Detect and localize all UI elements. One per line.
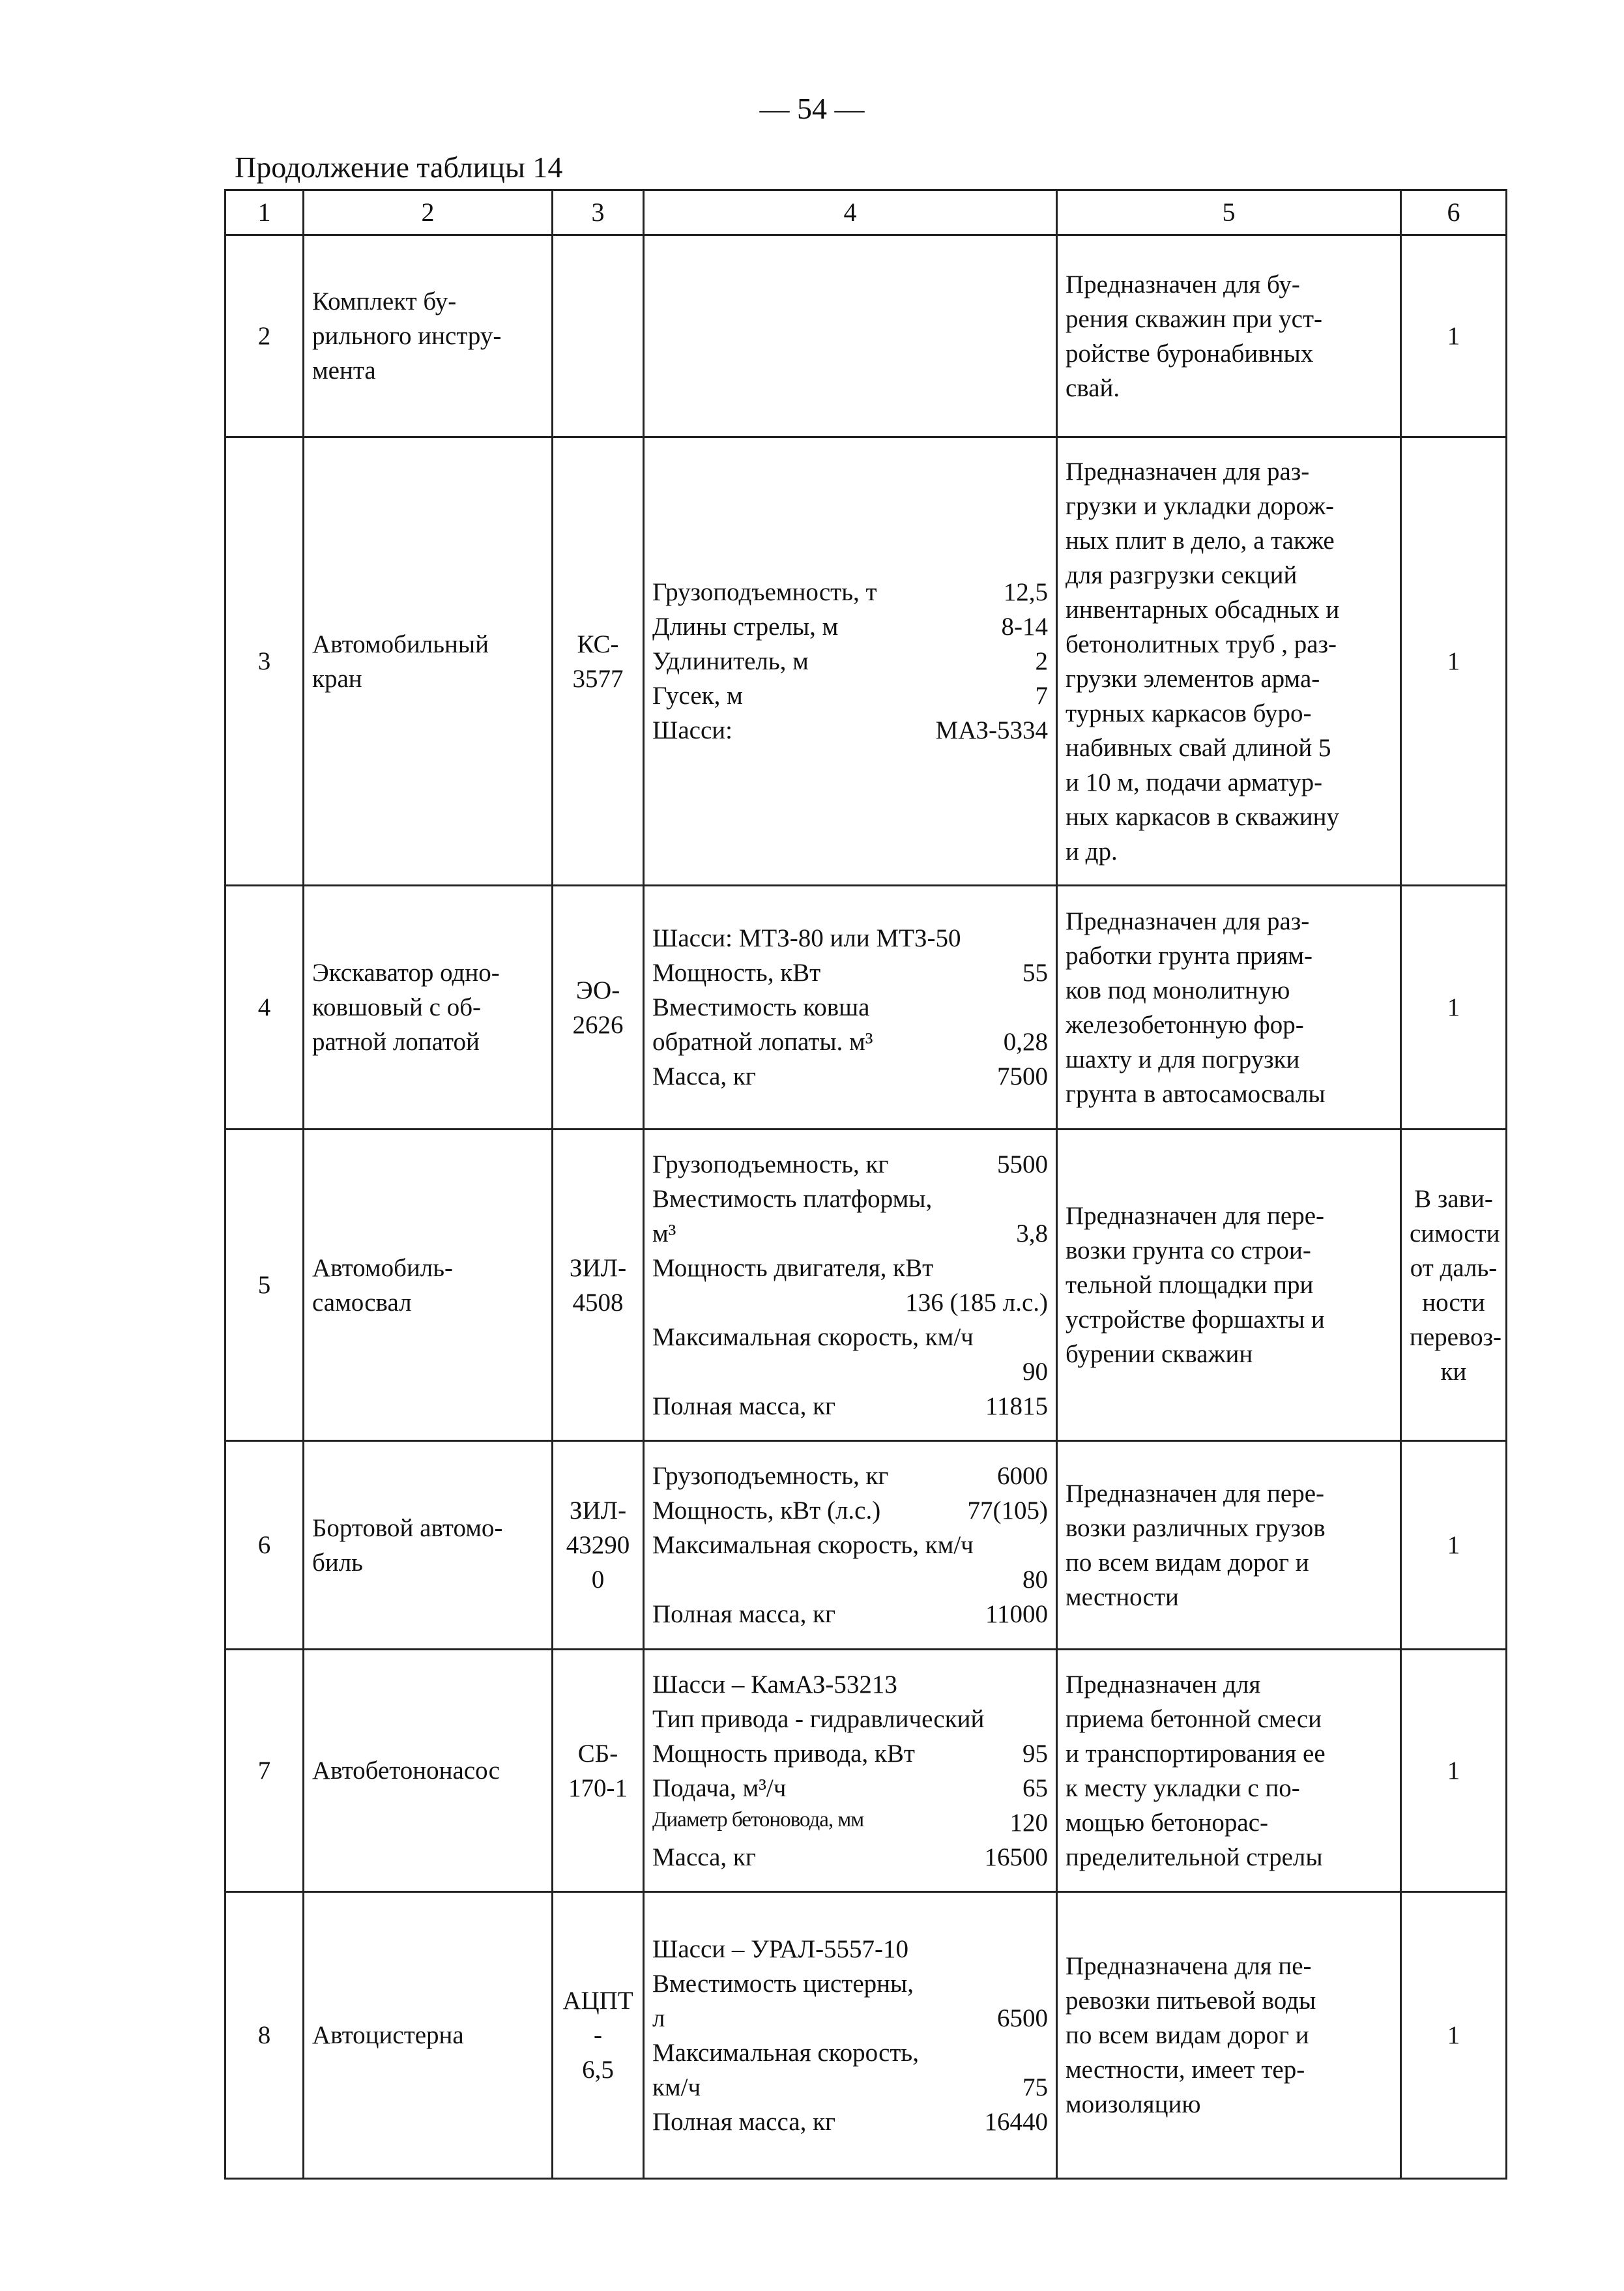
spec-line [652, 1059, 1048, 1094]
name-line: кран [312, 664, 362, 693]
row-number-cell: 3 [225, 437, 304, 886]
model-line: 2626 [572, 1010, 624, 1039]
spec-label: обратной лопаты. м³ [652, 1028, 873, 1057]
spec-line [652, 1389, 1048, 1423]
purpose-line: ных каркасов в скважину [1066, 803, 1339, 832]
purpose-line: рения скважин при уст- [1066, 304, 1322, 333]
spec-value: 11815 [985, 1392, 1048, 1420]
spec-line [652, 2001, 1048, 2036]
name-line: Автомобильный [312, 630, 489, 658]
purpose-line: мощью бетонорас- [1066, 1808, 1269, 1837]
purpose-line: Предназначена для пе- [1066, 1952, 1312, 1981]
spec-value: 5500 [997, 1150, 1048, 1178]
quantity-cell [1401, 437, 1507, 886]
purpose-line: Предназначен для пере- [1066, 1202, 1325, 1231]
quantity-cell [1401, 1130, 1507, 1441]
table-header-row [225, 190, 1507, 235]
spec-label: Полная масса, кг [652, 1392, 836, 1420]
name-line: Автоцистерна [312, 2021, 464, 2050]
equipment-name-cell [304, 437, 553, 886]
equipment-name-cell [304, 1892, 553, 2179]
spec-line [652, 1216, 1048, 1251]
purpose-line: Предназначен для раз- [1066, 457, 1310, 486]
specifications-cell [644, 1130, 1057, 1441]
model-line: 3577 [572, 664, 624, 693]
table-row [225, 437, 1507, 886]
name-line: ратной лопатой [312, 1028, 480, 1057]
purpose-line: инвентарных обсадных и [1066, 595, 1340, 624]
equipment-name-cell [304, 886, 553, 1130]
model-cell [553, 235, 644, 437]
spec-value: 6000 [997, 1462, 1048, 1491]
spec-label: Грузоподъемность, т [652, 578, 877, 607]
purpose-line: ных плит в дело, а также [1066, 526, 1335, 555]
purpose-line: Предназначен для пере- [1066, 1479, 1325, 1508]
purpose-line: ков под монолитную [1066, 976, 1290, 1004]
quantity-line: 1 [1447, 1757, 1460, 1785]
quantity-cell [1401, 1892, 1507, 2179]
spec-value: 12,5 [1003, 578, 1048, 607]
quantity-line: ки [1440, 1357, 1467, 1386]
spec-label: Шасси – УРАЛ-5557-10 [652, 1934, 909, 1963]
table-row [225, 1130, 1507, 1441]
spec-value: 16440 [984, 2107, 1048, 2136]
spec-line [652, 2105, 1048, 2139]
quantity-cell [1401, 235, 1507, 437]
name-line: Автобетононасос [312, 1757, 500, 1785]
purpose-line: Предназначен для [1066, 1670, 1261, 1699]
model-cell [553, 1441, 644, 1650]
specifications-cell [644, 886, 1057, 1130]
spec-label: Вместимость ковша [652, 993, 870, 1022]
spec-value: 8-14 [1001, 613, 1048, 641]
spec-value: МАЗ-5334 [935, 716, 1048, 745]
model-cell [553, 1130, 644, 1441]
row-number-cell: 2 [225, 235, 304, 437]
table-row [225, 1650, 1507, 1892]
spec-line [652, 1771, 1048, 1805]
spec-label: Удлинитель, м [652, 647, 809, 676]
spec-line [652, 956, 1048, 990]
header-cell: 4 [644, 190, 1057, 235]
purpose-line: тельной площадки при [1066, 1271, 1314, 1300]
purpose-line: работки грунта приям- [1066, 941, 1313, 970]
purpose-line: свай. [1066, 373, 1120, 402]
spec-label: Полная масса, кг [652, 2107, 836, 2136]
spec-label: Масса, кг [652, 1843, 756, 1871]
purpose-line: Предназначен для бу- [1066, 270, 1300, 299]
purpose-cell [1057, 1441, 1401, 1650]
quantity-line: от даль- [1410, 1253, 1498, 1282]
spec-label: Полная масса, кг [652, 1600, 836, 1629]
quantity-line: симости [1410, 1219, 1500, 1248]
equipment-name-cell [304, 1441, 553, 1650]
quantity-line: 1 [1447, 1531, 1460, 1560]
spec-label: Вместимость платформы, [652, 1184, 933, 1213]
purpose-line: турных каркасов буро- [1066, 699, 1312, 727]
spec-line [652, 679, 1048, 713]
model-line: 4508 [572, 1288, 624, 1317]
spec-line [652, 644, 1048, 679]
model-cell [553, 886, 644, 1130]
quantity-line: 1 [1447, 993, 1460, 1022]
equipment-name-cell [304, 235, 553, 437]
spec-value: 11000 [985, 1600, 1048, 1629]
model-line: ЗИЛ- [569, 1496, 627, 1525]
model-line: ЭО- [575, 976, 620, 1004]
spec-label: Шасси – КамАЗ-53213 [652, 1670, 897, 1699]
spec-line [652, 1840, 1048, 1875]
name-line: Комплект бу- [312, 287, 457, 316]
model-line: КС- [577, 630, 619, 658]
spec-value: 7500 [997, 1062, 1048, 1091]
page-number: — 54 — [759, 92, 865, 125]
quantity-line: ности [1422, 1288, 1485, 1317]
spec-value: 2 [1035, 647, 1048, 676]
purpose-line: бурении скважин [1066, 1340, 1253, 1369]
spec-value: 55 [1022, 959, 1048, 987]
purpose-line: бетонолитных труб , раз- [1066, 630, 1337, 658]
spec-label: Подача, м³/ч [652, 1773, 787, 1802]
row-number-cell: 4 [225, 886, 304, 1130]
spec-label: Максимальная скорость, км/ч [652, 1531, 974, 1560]
purpose-line: местности [1066, 1583, 1179, 1611]
model-line: 170-1 [568, 1773, 628, 1802]
spec-value: 75 [1022, 2073, 1048, 2101]
quantity-line: 1 [1447, 2021, 1460, 2050]
specifications-cell [644, 1892, 1057, 2179]
purpose-line: Предназначен для раз- [1066, 907, 1310, 935]
equipment-name-cell [304, 1650, 553, 1892]
spec-label: л [652, 2004, 665, 2032]
purpose-line: приема бетонной смеси [1066, 1704, 1322, 1733]
name-line: ковшовый с об- [312, 993, 482, 1022]
spec-line [652, 713, 1048, 748]
purpose-line: к месту укладки с по- [1066, 1773, 1300, 1802]
spec-label: Тип привода - гидравлический [652, 1704, 985, 1733]
quantity-line: В зави- [1414, 1184, 1493, 1213]
header-cell: 6 [1401, 190, 1507, 235]
spec-line [652, 2070, 1048, 2105]
name-line: Экскаватор одно- [312, 959, 500, 987]
purpose-line: шахту и для погрузки [1066, 1045, 1300, 1073]
spec-value: 7 [1035, 682, 1048, 710]
table-caption: Продолжение таблицы 14 [235, 151, 563, 184]
specifications-cell [644, 235, 1057, 437]
quantity-line: 1 [1447, 322, 1460, 351]
model-line: 6,5 [582, 2056, 614, 2084]
purpose-line: возки различных грузов [1066, 1513, 1326, 1542]
purpose-line: ройстве буронабивных [1066, 339, 1314, 368]
spec-line [652, 609, 1048, 644]
purpose-cell [1057, 437, 1401, 886]
purpose-cell [1057, 1650, 1401, 1892]
table-row [225, 1441, 1507, 1650]
spec-label: Грузоподъемность, кг [652, 1150, 889, 1178]
purpose-line: и транспортирования ее [1066, 1739, 1326, 1768]
spec-label: Шасси: МТЗ-80 или МТЗ-50 [652, 924, 961, 953]
spec-value: 0,28 [1003, 1028, 1048, 1057]
name-line: мента [312, 357, 376, 385]
model-cell [553, 1892, 644, 2179]
spec-label: Диаметр бетоновода, мм [652, 1807, 864, 1831]
table-row [225, 235, 1507, 437]
purpose-line: по всем видам дорог и [1066, 2021, 1309, 2050]
spec-label: Гусек, м [652, 682, 743, 710]
purpose-line: возки грунта со строи- [1066, 1236, 1311, 1265]
name-line: самосвал [312, 1288, 412, 1317]
purpose-cell [1057, 1892, 1401, 2179]
spec-label: Мощность привода, кВт [652, 1739, 915, 1768]
spec-line [652, 1147, 1048, 1182]
quantity-cell [1401, 1650, 1507, 1892]
spec-value: 90 [1022, 1357, 1048, 1386]
purpose-line: и 10 м, подачи арматур- [1066, 768, 1323, 796]
purpose-line: устройстве форшахты и [1066, 1306, 1325, 1334]
purpose-line: железобетонную фор- [1066, 1010, 1304, 1039]
spec-line [652, 1805, 1048, 1840]
row-number-cell: 7 [225, 1650, 304, 1892]
table-row [225, 1892, 1507, 2179]
quantity-line: перевоз- [1410, 1322, 1502, 1351]
equipment-name-cell [304, 1130, 553, 1441]
spec-value: 77(105) [967, 1496, 1048, 1525]
model-cell [553, 437, 644, 886]
purpose-line: и др. [1066, 838, 1118, 866]
purpose-line: по всем видам дорог и [1066, 1548, 1309, 1577]
spec-label: Длины стрелы, м [652, 613, 839, 641]
name-line: рильного инстру- [312, 322, 502, 351]
name-line: биль [312, 1548, 363, 1577]
spec-label: м³ [652, 1219, 676, 1248]
spec-label: км/ч [652, 2073, 701, 2101]
purpose-line: грузки элементов арма- [1066, 664, 1320, 693]
quantity-line: 1 [1447, 647, 1460, 676]
quantity-cell [1401, 886, 1507, 1130]
spec-value: 3,8 [1016, 1219, 1048, 1248]
spec-value: 120 [1009, 1808, 1048, 1837]
spec-line [652, 1459, 1048, 1493]
header-cell: 3 [553, 190, 644, 235]
spec-label: Максимальная скорость, [652, 2038, 919, 2067]
model-line: - [594, 2021, 602, 2050]
spec-value: 80 [1022, 1566, 1048, 1594]
name-line: Автомобиль- [312, 1253, 454, 1282]
purpose-line: набивных свай длиной 5 [1066, 733, 1331, 762]
name-line: Бортовой автомо- [312, 1513, 503, 1542]
header-cell: 2 [304, 190, 553, 235]
model-line: СБ- [577, 1739, 618, 1768]
purpose-line: местности, имеет тер- [1066, 2056, 1305, 2084]
model-cell [553, 1650, 644, 1892]
purpose-line: пределительной стрелы [1066, 1843, 1323, 1871]
spec-label: Грузоподъемность, кг [652, 1462, 889, 1491]
spec-line [652, 1736, 1048, 1771]
purpose-cell [1057, 886, 1401, 1130]
spec-value: 16500 [984, 1843, 1048, 1871]
spec-value: 95 [1022, 1739, 1048, 1768]
model-line: 0 [591, 1566, 605, 1594]
header-cell: 5 [1057, 190, 1401, 235]
spec-line [652, 1597, 1048, 1631]
spec-value: 6500 [997, 2004, 1048, 2032]
spec-label: Масса, кг [652, 1062, 756, 1091]
purpose-cell [1057, 235, 1401, 437]
spec-label: Мощность, кВт [652, 959, 821, 987]
specifications-cell [644, 1441, 1057, 1650]
row-number-cell: 8 [225, 1892, 304, 2179]
spec-line [652, 575, 1048, 609]
purpose-line: моизоляцию [1066, 2090, 1201, 2119]
spec-line [652, 1025, 1048, 1059]
spec-label: Максимальная скорость, км/ч [652, 1322, 974, 1351]
purpose-line: грузки и укладки дорож- [1066, 491, 1335, 520]
row-number-cell: 6 [225, 1441, 304, 1650]
spec-label: Шасси: [652, 716, 732, 745]
model-line: АЦПТ [562, 1987, 633, 2015]
specifications-cell [644, 437, 1057, 886]
table-row [225, 886, 1507, 1130]
purpose-line: ревозки питьевой воды [1066, 1987, 1316, 2015]
model-line: 43290 [566, 1531, 630, 1560]
spec-label: Мощность, кВт (л.с.) [652, 1496, 881, 1525]
spec-label: Вместимость цистерны, [652, 1969, 914, 1998]
purpose-line: грунта в автосамосвалы [1066, 1079, 1326, 1108]
row-number-cell: 5 [225, 1130, 304, 1441]
spec-value: 65 [1022, 1773, 1048, 1802]
quantity-cell [1401, 1441, 1507, 1650]
model-line: ЗИЛ- [569, 1253, 627, 1282]
purpose-line: для разгрузки секций [1066, 561, 1298, 589]
specifications-cell [644, 1650, 1057, 1892]
header-cell: 1 [225, 190, 304, 235]
purpose-cell [1057, 1130, 1401, 1441]
spec-value: 136 (185 л.с.) [905, 1288, 1048, 1317]
equipment-table [224, 189, 1507, 2180]
spec-label: Мощность двигателя, кВт [652, 1253, 934, 1282]
spec-line [652, 1493, 1048, 1528]
